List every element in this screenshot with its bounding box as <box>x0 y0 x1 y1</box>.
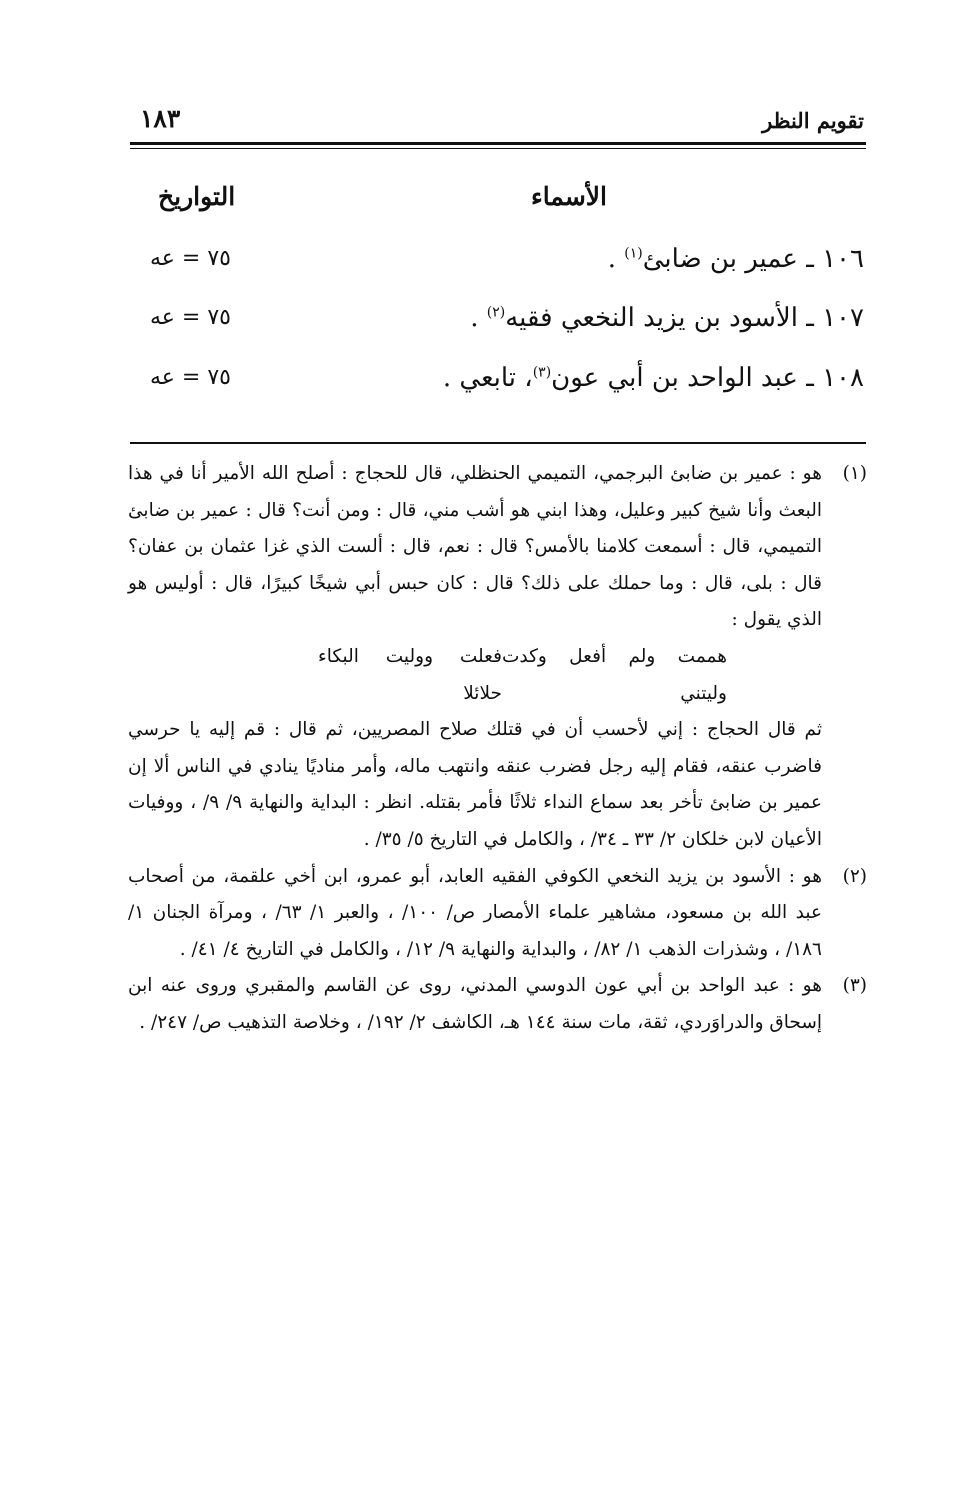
footnote-mark: (٣) <box>842 975 867 997</box>
footnote-text-continued: ثم قال الحجاج : إني لأحسب أن في قتلك صلاح المصريين، ثم قال : قم إليه يا حرسي فاضرب عنقه، فقام إليه رجل فضرب عنقه وانتهب ماله، وأمر مناديًا ينادي في الناس ألا إن عمير بن ضابئ تأخر بعد سماع النداء ثلاثًا فأمر بقتله. انظر : البداية والنهاية ٩/ ٩/ ، ووفيات الأعيان لابن خلكان ٢/ ٣٣ ـ ٣٤/ ، والكامل في التاريخ ٥/ ٣٥/ . <box>128 719 822 850</box>
running-header-title: تقويم النظر <box>762 108 864 133</box>
footnote-1 <box>128 456 867 859</box>
poetry-verse <box>128 639 822 712</box>
entry-date: ٧٥ = عه <box>150 365 231 390</box>
entry-date: ٧٥ = عه <box>150 246 231 271</box>
footnote-text: هو : عبد الواحد بن أبي عون الدوسي المدني، روى عن القاسم والمقبري وروى عنه ابن إسحاق والدراوَردي، ثقة، مات سنة ١٤٤ هـ، الكاشف ٢/ ١٩٢/ ، وخلاصة التذهيب ص/ ٢٤٧/ . <box>128 975 822 1033</box>
entry-106 <box>150 244 864 284</box>
footnote-ref: (١) <box>624 245 643 262</box>
footnotes <box>128 456 867 1042</box>
footnote-mark: (٢) <box>842 865 867 887</box>
footnote-ref: (٢) <box>486 304 506 321</box>
dates-column-heading: التواريخ <box>158 182 236 211</box>
entry-108 <box>150 363 864 403</box>
entry-name: ١٠٦ ـ عمير بن ضابئ$^{(١)}$ . <box>607 244 864 274</box>
names-column-heading: الأسماء <box>531 182 607 211</box>
entry-name: ١٠٧ ـ الأسود بن يزيد النخعي فقيه$^{(٢)}$ . <box>470 303 864 333</box>
footnote-separator <box>130 442 866 444</box>
entry-name: ١٠٨ ـ عبد الواحد بن أبي عون$^{(٣)}$، تابعي . <box>442 363 864 393</box>
header-rule-thin <box>130 148 866 149</box>
footnote-3 <box>128 968 867 1041</box>
entry-date: ٧٥ = عه <box>150 305 231 330</box>
page-number: ١٨٣ <box>140 104 181 133</box>
verse-first-hemistich: هممت ولم أفعل وكدت وليتني <box>501 645 727 704</box>
footnote-text: هو : عمير بن ضابئ البرجمي، التميمي الحنظلي، قال للحجاج : أصلح الله الأمير أنا في هذا البعث وأنا شيخ كبير وعليل، وهذا ابني هو أشب مني، قال : ومن أنت؟ قال : عمير بن ضابئ التميمي، قال : أسمعت كلامنا بالأمس؟ قال : نعم، قال : ألست الذي غزا عثمان بن عفان؟ قال : بلى، قال : وما حملك على ذلك؟ قال : كان حبس أبي شيخًا كبيرًا، قال : أوليس هو الذي يقول : <box>128 463 822 631</box>
entry-107 <box>150 303 864 343</box>
footnote-ref: (٣) <box>532 364 552 381</box>
footnote-mark: (١) <box>842 463 867 484</box>
footnote-text: هو : الأسود بن يزيد النخعي الكوفي الفقيه العابد، أبو عمرو، ابن أخي علقمة، من أصحاب عبد الله بن مسعود، مشاهير علماء الأمصار ص/ ١٠٠/ ، والعبر ١/ ٦٣/ ، ومرآة الجنان ١/ ١٨٦/ ، وشذرات الذهب ١/ ٨٢/ ، والبداية والنهاية ٩/ ١٢/ ، والكامل في التاريخ ٤/ ٤١/ . <box>128 865 822 960</box>
footnote-2 <box>128 859 867 969</box>
header-rule-thick <box>130 142 866 145</box>
verse-second-hemistich: فعلت ووليت البكاء حلائلا <box>318 645 502 704</box>
